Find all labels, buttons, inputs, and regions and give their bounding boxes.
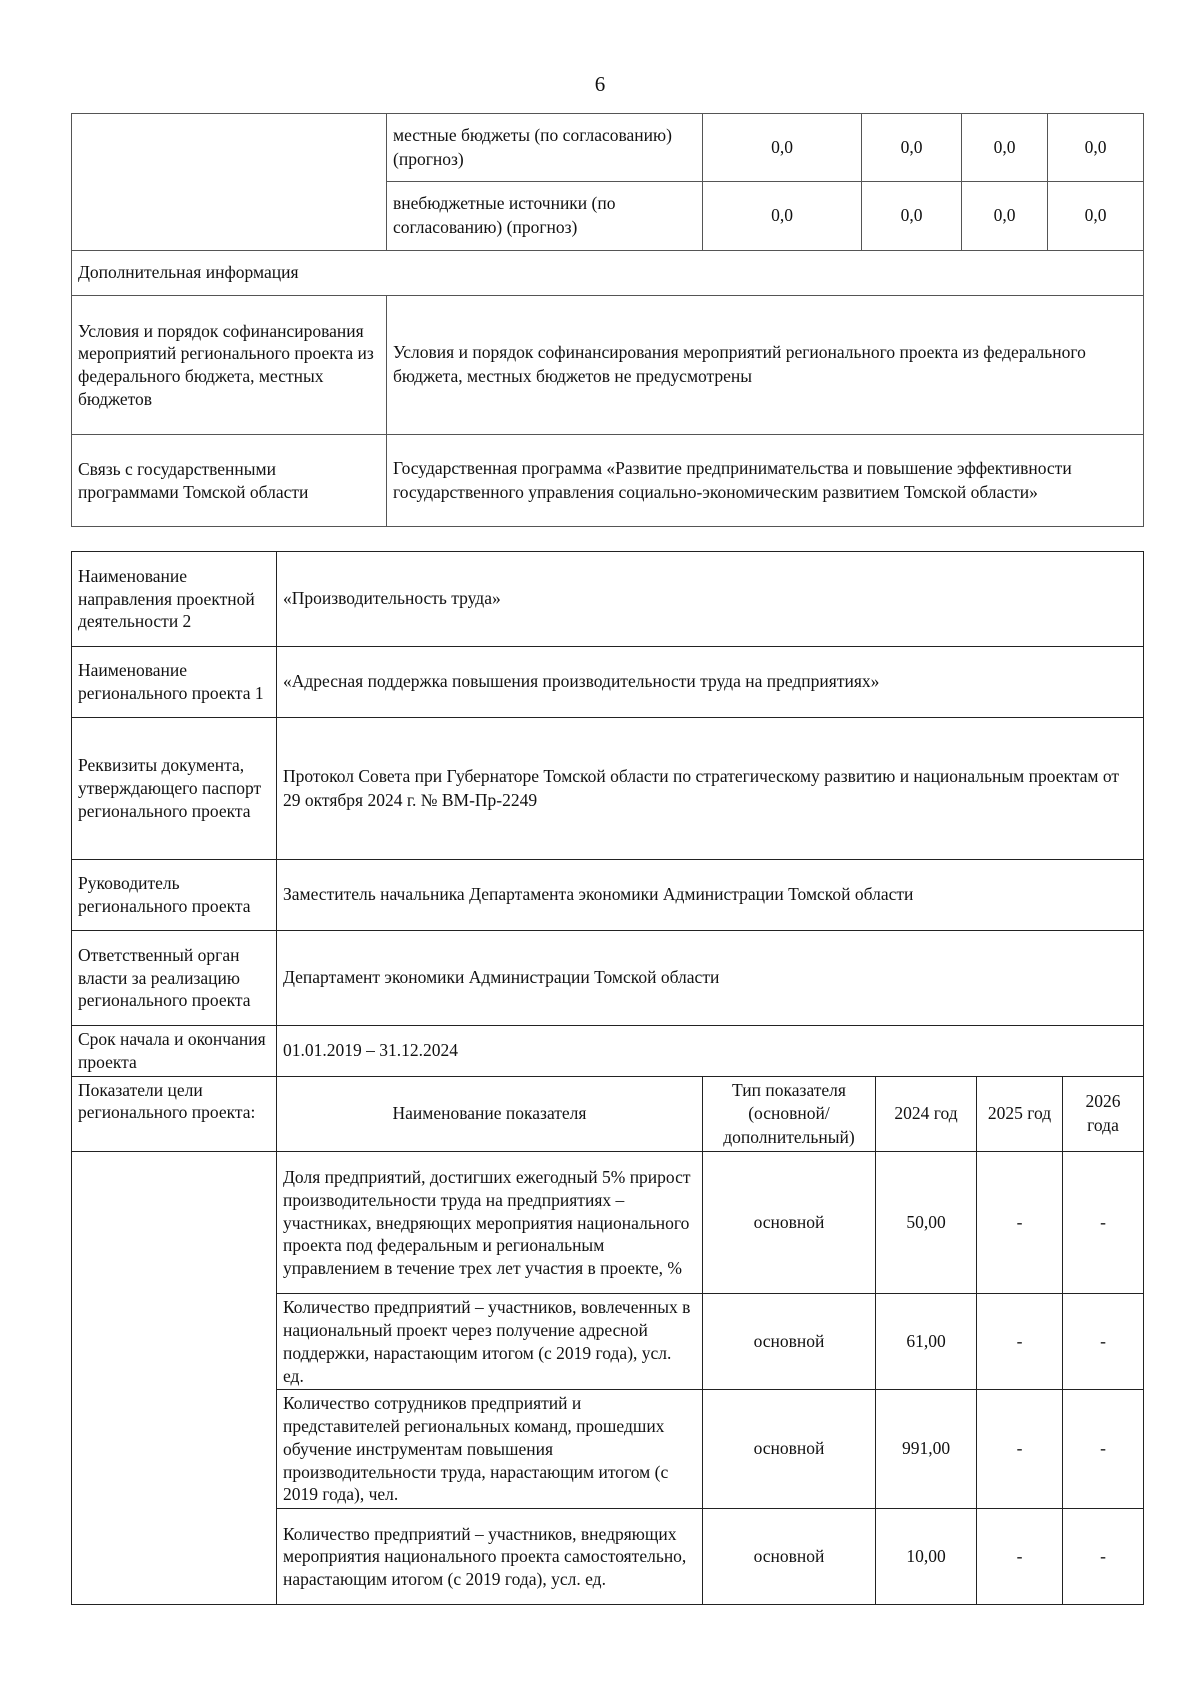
- indicator-type: основной: [703, 1390, 876, 1509]
- table-row: [72, 251, 1144, 296]
- programs-link-label: Связь с государственными программами Томской области: [72, 435, 387, 527]
- row-label: Ответственный орган власти за реализацию регионального проекта: [72, 931, 277, 1026]
- indicator-value-2025: -: [977, 1509, 1063, 1605]
- indicator-name: Доля предприятий, достигших ежегодный 5% прирост производительности труда на предприятиях – участниках, внедряющих мероприятия национального проекта под федеральным и региональным управлением в течение трех лет участия в проекте, %: [277, 1152, 703, 1294]
- row-value: Протокол Совета при Губернаторе Томской области по стратегическому развитию и национальным проектам от 29 октября 2024 г. № ВМ-Пр-2249: [277, 718, 1144, 860]
- row-label: Наименование направления проектной деятельности 2: [72, 552, 277, 647]
- programs-link-value: Государственная программа «Развитие предпринимательства и повышение эффективности государственного управления социально-экономическим развитием Томской области»: [387, 435, 1144, 527]
- indicator-name: Количество предприятий – участников, вовлеченных в национальный проект через получение адресной поддержки, нарастающим итогом (с 2019 года), усл. ед.: [277, 1294, 703, 1390]
- table-row: [72, 931, 1144, 1026]
- value-cell: 0,0: [862, 114, 962, 182]
- source-name: внебюджетные источники (по согласованию) (прогноз): [387, 182, 703, 251]
- header-year-2026: 2026 года: [1063, 1076, 1144, 1152]
- cofinancing-label: Условия и порядок софинансирования мероприятий регионального проекта из федерального бюджета, местных бюджетов: [72, 296, 387, 435]
- row-label: Реквизиты документа, утверждающего паспорт регионального проекта: [72, 718, 277, 860]
- table-row: [72, 1026, 1144, 1077]
- row-label: Наименование регионального проекта 1: [72, 647, 277, 718]
- additional-info-heading: Дополнительная информация: [72, 251, 1144, 296]
- table-row: [72, 718, 1144, 860]
- empty-cell: [72, 1152, 277, 1605]
- value-cell: 0,0: [862, 182, 962, 251]
- indicator-value-2026: -: [1063, 1294, 1144, 1390]
- indicator-name: Количество предприятий – участников, внедряющих мероприятия национального проекта самостоятельно, нарастающим итогом (с 2019 года), усл. ед.: [277, 1509, 703, 1605]
- indicator-value-2025: -: [977, 1390, 1063, 1509]
- table-row: [72, 435, 1144, 527]
- header-indicator-name: Наименование показателя: [277, 1076, 703, 1152]
- row-value: «Адресная поддержка повышения производительности труда на предприятиях»: [277, 647, 1144, 718]
- value-cell: 0,0: [962, 182, 1048, 251]
- header-year-2025: 2025 год: [977, 1076, 1063, 1152]
- table-row: [72, 552, 1144, 647]
- indicators-label: Показатели цели регионального проекта:: [72, 1076, 277, 1152]
- value-cell: 0,0: [1048, 114, 1144, 182]
- value-cell: 0,0: [703, 114, 862, 182]
- source-name: местные бюджеты (по согласованию) (прогноз): [387, 114, 703, 182]
- cofinancing-value: Условия и порядок софинансирования мероприятий регионального проекта из федерального бюджета, местных бюджетов не предусмотрены: [387, 296, 1144, 435]
- indicator-value-2026: -: [1063, 1390, 1144, 1509]
- indicator-value-2025: -: [977, 1294, 1063, 1390]
- table-row: [72, 647, 1144, 718]
- table-row: [72, 860, 1144, 931]
- indicator-value-2024: 61,00: [876, 1294, 977, 1390]
- value-cell: 0,0: [703, 182, 862, 251]
- indicator-type: основной: [703, 1294, 876, 1390]
- indicator-type: основной: [703, 1152, 876, 1294]
- indicator-value-2024: 991,00: [876, 1390, 977, 1509]
- indicator-value-2025: -: [977, 1152, 1063, 1294]
- value-cell: 0,0: [1048, 182, 1144, 251]
- indicator-row: [72, 1152, 1144, 1294]
- table-row: [72, 114, 1144, 182]
- indicator-value-2024: 50,00: [876, 1152, 977, 1294]
- indicator-value-2026: -: [1063, 1509, 1144, 1605]
- indicator-header-row: [72, 1076, 1144, 1152]
- value-cell: 0,0: [962, 114, 1048, 182]
- indicator-type: основной: [703, 1509, 876, 1605]
- row-label: Срок начала и окончания проекта: [72, 1026, 277, 1077]
- project-table: [71, 551, 1144, 1605]
- table-row: [72, 296, 1144, 435]
- indicator-value-2026: -: [1063, 1152, 1144, 1294]
- row-value: «Производительность труда»: [277, 552, 1144, 647]
- financing-table: [71, 113, 1144, 527]
- header-indicator-type: Тип показателя (основной/ дополнительный): [703, 1076, 876, 1152]
- row-value: Заместитель начальника Департамента экономики Администрации Томской области: [277, 860, 1144, 931]
- page-number: 6: [594, 72, 606, 96]
- indicator-name: Количество сотрудников предприятий и представителей региональных команд, прошедших обучение инструментам повышения производительности труда, нарастающим итогом (с 2019 года), чел.: [277, 1390, 703, 1509]
- row-value: 01.01.2019 – 31.12.2024: [277, 1026, 1144, 1077]
- indicator-value-2024: 10,00: [876, 1509, 977, 1605]
- empty-cell: [72, 114, 387, 251]
- row-label: Руководитель регионального проекта: [72, 860, 277, 931]
- row-value: Департамент экономики Администрации Томской области: [277, 931, 1144, 1026]
- header-year-2024: 2024 год: [876, 1076, 977, 1152]
